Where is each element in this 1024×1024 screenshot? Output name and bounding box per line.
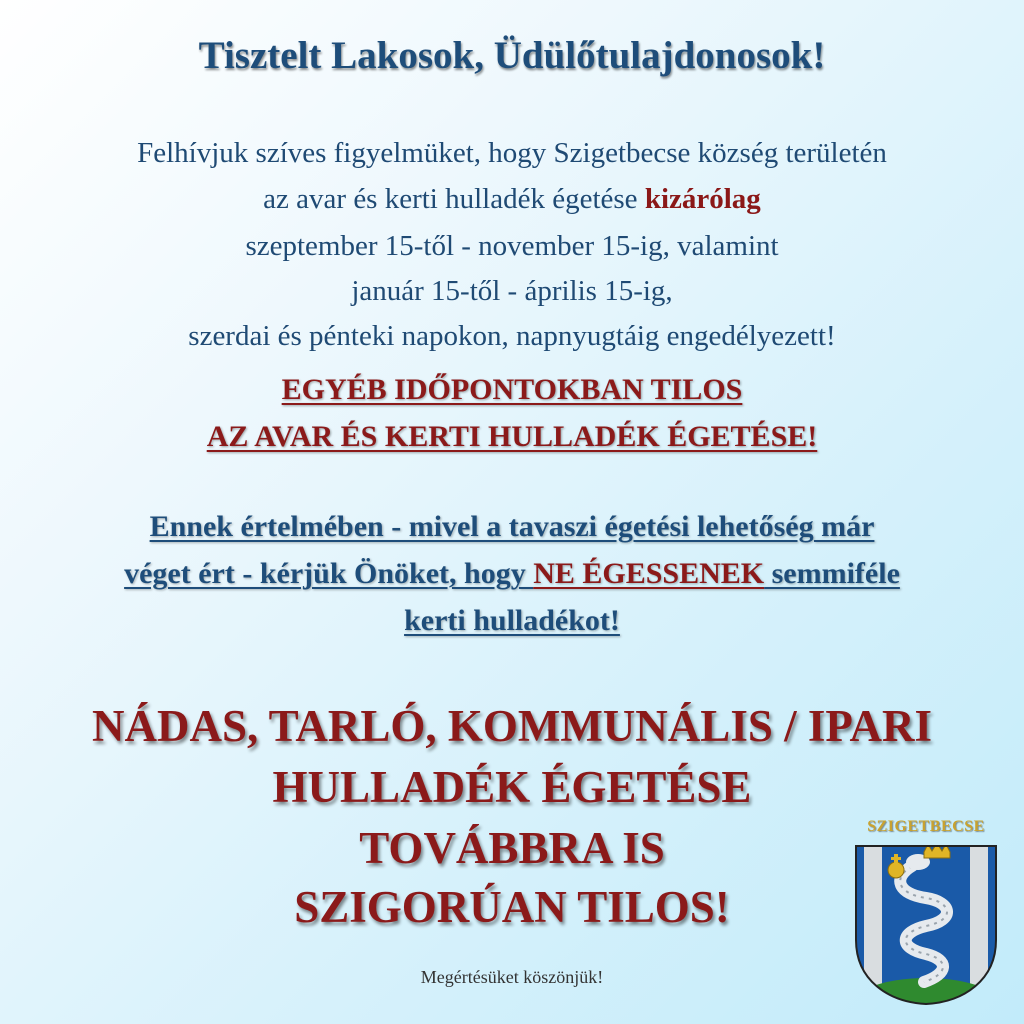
warning-line-1 [0, 373, 1024, 407]
ban-line-4: SZIGORÚAN TILOS! [294, 882, 730, 932]
coat-of-arms-icon [852, 842, 1000, 1006]
notice-line-1 [0, 510, 1024, 544]
crest-name: SZIGETBECSE [867, 818, 985, 835]
warning-line-1-text: EGYÉB IDŐPONTOKBAN TILOS [281, 373, 743, 406]
notice-line-2 [0, 557, 1024, 591]
notice-line-2-pre: véget ért - kérjük Önöket, hogy [124, 557, 534, 590]
coat-of-arms [848, 818, 1004, 1008]
emphasis-word: kizárólag [644, 183, 761, 215]
ban-line-3: TOVÁBBRA IS [359, 823, 665, 873]
notice-title: Tisztelt Lakosok, Üdülőtulajdonosok! [198, 34, 826, 77]
notice-line-1-text: Ennek értelmében - mivel a tavaszi égetési lehetőség már [149, 510, 875, 543]
ban-line-1: NÁDAS, TARLÓ, KOMMUNÁLIS / IPARI [91, 701, 933, 751]
notice-emphasis: NE ÉGESSENEK [533, 557, 765, 590]
notice-line-3 [0, 604, 1024, 638]
notice-line-2-post: semmiféle [764, 557, 900, 590]
notice-line-3-text: kerti hulladékot! [404, 604, 620, 637]
ban-line-2: HULLADÉK ÉGETÉSE [272, 762, 752, 812]
intro-line-2-text: az avar és kerti hulladék égetése [263, 183, 645, 215]
intro-line-1: Felhívjuk szíves figyelmüket, hogy Szigetbecse község területén [137, 137, 887, 169]
intro-line-5: szerdai és pénteki napokon, napnyugtáig engedélyezett! [188, 320, 836, 352]
intro-line-4: január 15-től - április 15-ig, [351, 275, 673, 307]
warning-line-2 [0, 420, 1024, 454]
thanks-text: Megértésüket köszönjük! [420, 967, 604, 987]
intro-line-3: szeptember 15-től - november 15-ig, valamint [245, 230, 779, 262]
warning-line-2-text: AZ AVAR ÉS KERTI HULLADÉK ÉGETÉSE! [206, 420, 818, 453]
intro-line-2 [0, 183, 1024, 216]
